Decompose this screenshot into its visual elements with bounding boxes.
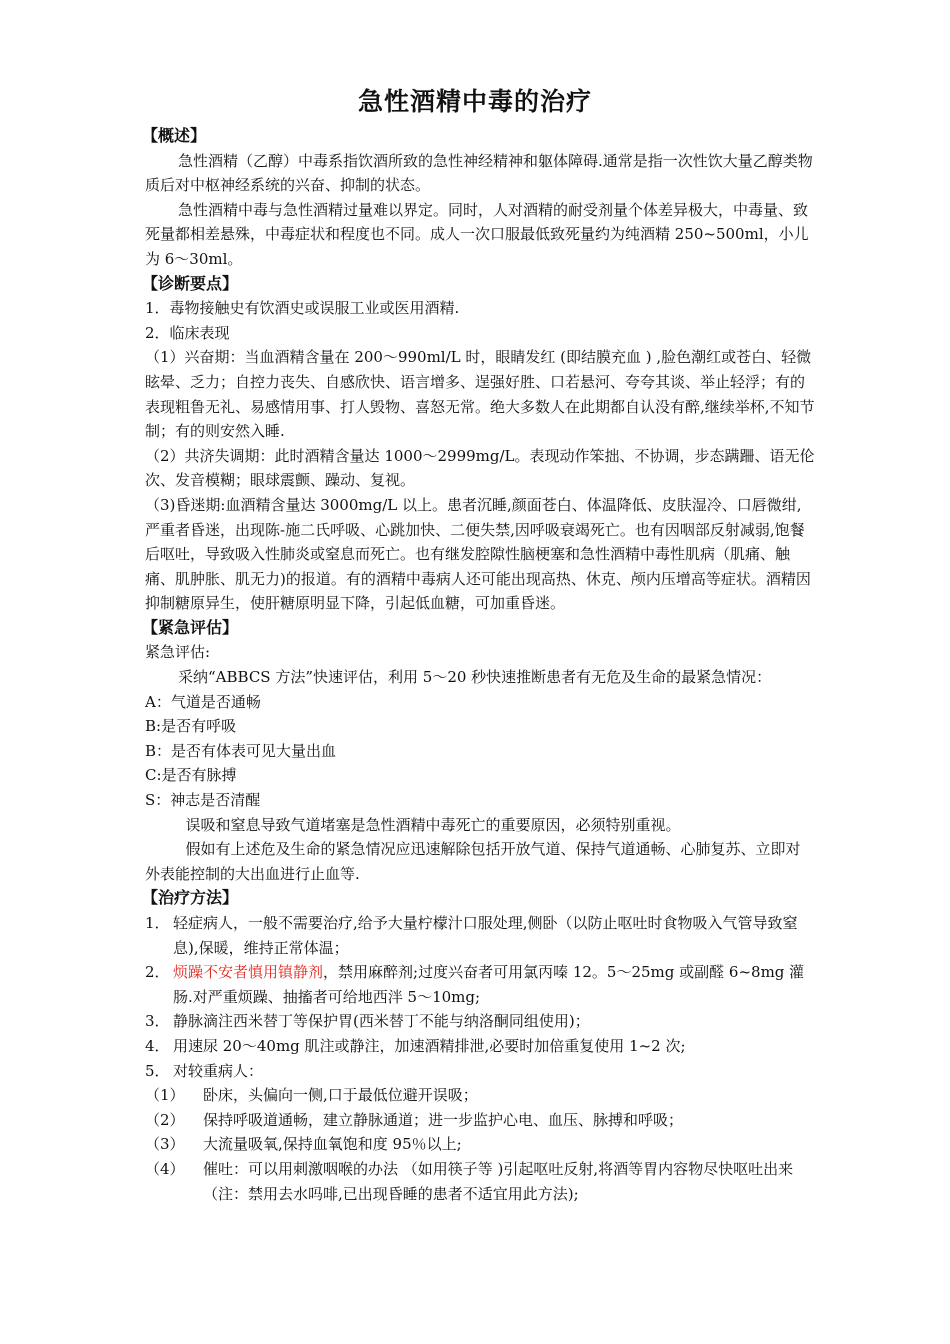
document-body [142,124,815,1206]
emergency-intro: 采纳“ABBCS 方法”快速评估，利用 5～20 秒快速推断患者有无危及生命的最紧急情况： [178,668,772,687]
treatment-item-text: 静脉滴注西米替丁等保护胃(西米替丁不能与纳洛酮同组使用)； [173,1012,590,1031]
emergency-note-1: 误吸和窒息导致气道堵塞是急性酒精中毒死亡的重要原因，必须特别重视。 [185,815,681,834]
treatment-subitem-text: 大流量吸氧,保持血氧饱和度 95％以上; [203,1135,462,1154]
treatment-item-text-rest: ，禁用麻醉剂;过度兴奋者可用氯丙嗪 12。5～25mg 或副醛 6~8mg 灌肠.对严重烦躁、抽搐者可给地西泮 5～10mg; [173,963,805,1006]
treatment-item [145,1009,815,1034]
treatment-subitem-text: 催吐：可以用刺激咽喉的办法 （如用筷子等 )引起呕吐反射,将酒等胃内容物尽快呕吐出来（注：禁用去水吗啡,已出现昏睡的患者不适宜用此方法); [203,1159,794,1203]
treatment-subitem-text: 卧床，头偏向一侧,口于最低位避开误吸； [203,1086,478,1105]
treatment-subitem-text: 保持呼吸道通畅，建立静脉通道；进一步监护心电、血压、脉搏和呼吸； [203,1110,684,1129]
treatment-item-number: 3． [145,1012,170,1031]
abbcs-consciousness: S：神志是否清醒 [145,791,261,810]
diagnosis-stage-ataxia: （2）共济失调期：此时酒精含量达 1000～2999mg/L。表现动作笨拙、不协调，步态蹒跚、语无伦次、发音模糊；眼球震颤、躁动、复视。 [145,446,815,490]
section-heading-emergency: 【紧急评估】 [142,617,239,637]
diagnosis-stage-coma: （3)昏迷期:血酒精含量达 3000mg/L 以上。患者沉睡,颜面苍白、体温降低、皮肤湿冷、口唇微绀,严重者昏迷，出现陈-施二氏呼吸、心跳加快、二便失禁,因呼吸衰竭死亡。也有因咽部反射减弱,饱餐后呕吐，导致吸入性肺炎或窒息而死亡。也有继发腔隙性脑梗塞和急性酒精中毒性肌病（肌痛、触痛、肌肿胀、肌无力)的报道。有的酒精中毒病人还可能出现高热、休克、颅内压增高等症状。酒精因抑制糖原异生，使肝糖原明显下降，引起低血糖，可加重昏迷。 [145,495,811,613]
overview-paragraph-1: 急性酒精（乙醇）中毒系指饮酒所致的急性神经精神和躯体障碍.通常是指一次性饮大量乙醇类物质后对中枢神经系统的兴奋、抑制的状态。 [145,151,813,195]
treatment-item [145,960,815,1009]
abbcs-airway: A：气道是否通畅 [145,692,261,711]
treatment-item [145,1059,815,1084]
treatment-item [145,911,815,960]
treatment-subitem-number: （2） [145,1110,185,1129]
diagnosis-item-2: 2．临床表现 [145,323,230,342]
treatment-item-text: 对较重病人： [173,1061,264,1080]
abbcs-bleeding: B：是否有体表可见大量出血 [145,741,337,760]
treatment-item-number: 1． [145,914,170,932]
section-heading-overview: 【概述】 [142,126,207,145]
treatment-item-text: 轻症病人，一般不需要治疗,给予大量柠檬汁口服处理,侧卧（以防止呕吐时食物吸入气管导致窒息),保暖，维持正常体温； [173,914,798,957]
treatment-subitem-number: （1） [145,1086,185,1105]
treatment-subitem [145,1132,815,1157]
treatment-item [145,1034,815,1059]
diagnosis-item-1: 1．毒物接触史有饮酒史或误服工业或医用酒精. [145,299,460,318]
treatment-item-text [173,960,815,1009]
abbcs-circulation: C:是否有脉搏 [145,766,237,785]
diagnosis-stage-excitement: （1）兴奋期：当血酒精含量在 200～990ml/L 时，眼睛发红 (即结膜充血 ) ,脸色潮红或苍白、轻微眩晕、乏力；自控力丧失、自感欣快、语言增多、逞强好胜、口若悬河、夸夸其谈、举止轻浮；有的表现粗鲁无礼、易感情用事、打人毁物、喜怒无常。绝大多数人在此期都自认没有醉,继续举杯,不知节制；有的则安然入睡. [145,348,815,441]
treatment-subitem [145,1108,815,1133]
document-title: 急性酒精中毒的治疗 [357,87,592,116]
emergency-label: 紧急评估: [145,643,211,662]
treatment-item-number: 5． [145,1061,170,1080]
treatment-subitem [145,1083,815,1108]
overview-paragraph-2: 急性酒精中毒与急性酒精过量难以界定。同时，人对酒精的耐受剂量个体差异极大，中毒量、致死量都相差悬殊，中毒症状和程度也不同。成人一次口服最低致死量约为纯酒精 250~500ml，小儿为 6～30ml。 [145,200,809,268]
treatment-item-number: 4． [145,1036,170,1055]
abbcs-breathing: B:是否有呼吸 [145,717,237,736]
treatment-subitem-number: （3） [145,1135,185,1154]
sedative-warning: 烦躁不安者慎用镇静剂 [173,963,324,982]
treatment-item-text: 用速尿 20～40mg 肌注或静注，加速酒精排泄,必要时加倍重复使用 1~2 次; [173,1036,686,1055]
treatment-item-number: 2． [145,963,170,982]
emergency-note-2: 假如有上述危及生命的紧急情况应迅速解除包括开放气道、保持气道通畅、心肺复苏、立即对外表能控制的大出血进行止血等. [145,840,801,883]
treatment-subitem-number: （4） [145,1159,185,1178]
section-heading-treatment: 【治疗方法】 [142,888,239,908]
treatment-subitem [145,1157,815,1206]
section-heading-diagnosis: 【诊断要点】 [142,273,239,293]
